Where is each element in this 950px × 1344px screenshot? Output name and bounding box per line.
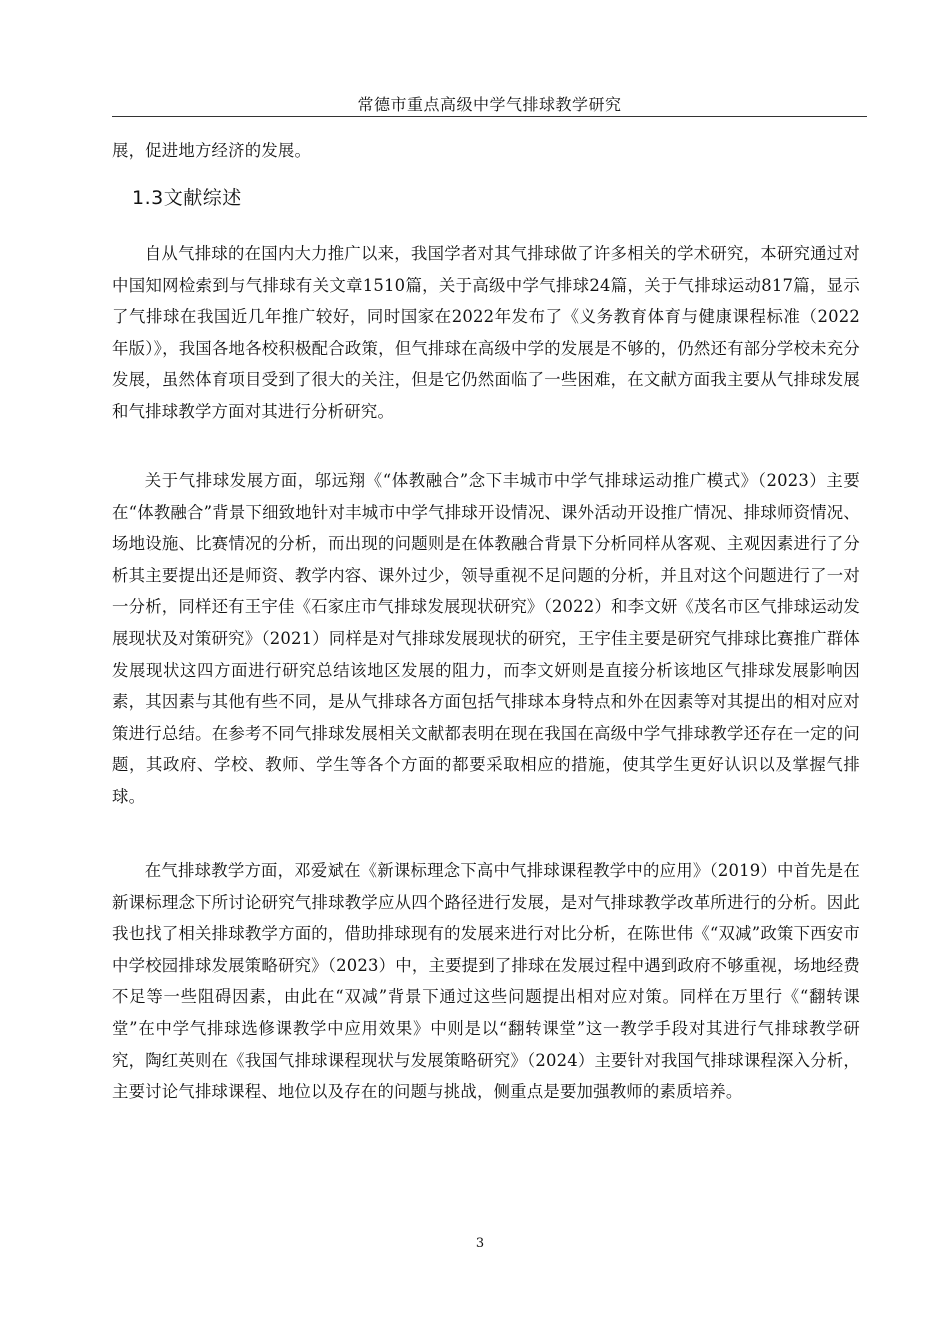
running-header: 常德市重点高级中学气排球教学研究 xyxy=(357,95,622,114)
paragraph-continuation: 展，促进地方经济的发展。 xyxy=(112,141,312,160)
paragraph-block-3 xyxy=(112,855,860,1108)
section-heading: 1.3文献综述 xyxy=(132,187,242,209)
continuation-text xyxy=(112,135,860,167)
paragraph-block-1 xyxy=(112,238,860,428)
header-divider xyxy=(112,116,867,117)
paragraph: 关于气排球发展方面，邬远翔《“体教融合”念下丰城市中学气排球运动推广模式》（2023）主要在“体教融合”背景下细致地针对丰城市中学气排球开设情况、课外活动开设推广情况、排球师资情况、场地设施、比赛情况的分析，而出现的问题则是在体教融合背景下分析同样从客观、主观因素进行了分析其主要提出还是师资、教学内容、课外过少，领导重视不足问题的分析，并且对这个问题进行了一对一分析，同样还有王宇佳《石家庄市气排球发展现状研究》（2022）和李文妍《茂名市区气排球运动发展现状及对策研究》（2021）同样是对气排球发展现状的研究，王宇佳主要是研究气排球比赛推广群体发展现状这四方面进行研究总结该地区发展的阻力，而李文妍则是直接分析该地区气排球发展影响因素，其因素与其他有些不同，是从气排球各方面包括气排球本身特点和外在因素等对其提出的相对应对策进行总结。在参考不同气排球发展相关文献都表明在现在我国在高级中学气排球教学还存在一定的问题，其政府、学校、教师、学生等各个方面的都要采取相应的措施，使其学生更好认识以及掌握气排球。 xyxy=(112,471,860,806)
paragraph-block-2 xyxy=(112,465,860,813)
page-number: 3 xyxy=(475,1236,485,1251)
paragraph: 自从气排球的在国内大力推广以来，我国学者对其气排球做了许多相关的学术研究，本研究通过对中国知网检索到与气排球有关文章1510篇，关于高级中学气排球24篇，关于气排球运动817篇，显示了气排球在我国近几年推广较好，同时国家在2022年发布了《义务教育体育与健康课程标准（2022年版）》，我国各地各校积极配合政策，但气排球在高级中学的发展是不够的，仍然还有部分学校未充分发展，虽然体育项目受到了很大的关注，但是它仍然面临了一些困难，在文献方面我主要从气排球发展和气排球教学方面对其进行分析研究。 xyxy=(112,244,860,421)
paragraph: 在气排球教学方面，邓爱斌在《新课标理念下高中气排球课程教学中的应用》（2019）中首先是在新课标理念下所讨论研究气排球教学应从四个路径进行发展，是对气排球教学改革所进行的分析。因此我也找了相关排球教学方面的，借助排球现有的发展来进行对比分析，在陈世伟《“双减”政策下西安市中学校园排球发展策略研究》（2023）中，主要提到了排球在发展过程中遇到政府不够重视，场地经费不足等一些阻碍因素，由此在“双减”背景下通过这些问题提出相对应对策。同样在万里行《“翻转课堂”在中学气排球选修课教学中应用效果》中则是以“翻转课堂”这一教学手段对其进行气排球教学研究，陶红英则在《我国气排球课程现状与发展策略研究》（2024）主要针对我国气排球课程深入分析，主要讨论气排球课程、地位以及存在的问题与挑战，侧重点是要加强教师的素质培养。 xyxy=(112,861,860,1102)
